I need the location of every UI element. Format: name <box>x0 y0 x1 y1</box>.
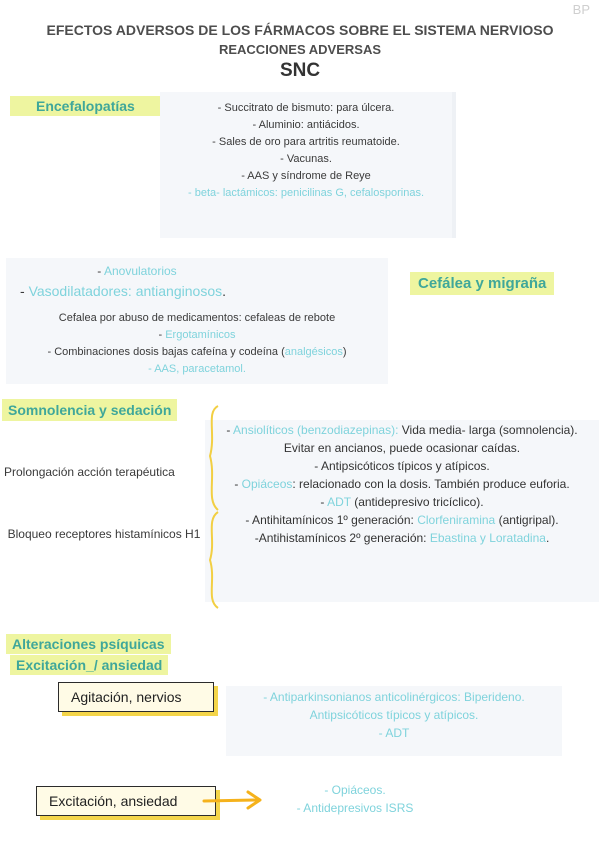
cefalea-line: - Vasodilatadores: antianginosos. <box>20 283 226 299</box>
cefalea-line: - Ergotamínicos <box>158 329 236 341</box>
somnolencia-block <box>214 421 590 547</box>
encefalopatias-item: - AAS y síndrome de Reye <box>241 170 371 182</box>
cefalea-line: - AAS, paracetamol. <box>148 363 246 375</box>
arrow-right-icon <box>200 788 270 812</box>
section-title: SNC <box>279 60 321 81</box>
somnolencia-heading: Somnolencia y sedación <box>2 399 177 421</box>
agitacion-box: Agitación, nervios <box>58 682 214 712</box>
encefalopatias-item: - Succitrato de bismuto: para úlcera. <box>217 102 395 114</box>
encefalopatias-card <box>160 92 452 238</box>
excitacion-item: - Antidepresivos ISRS <box>296 801 414 815</box>
cefalea-heading: Cefálea y migraña <box>410 272 554 295</box>
somnolencia-label-1: Prolongación acción terapéutica <box>4 465 175 479</box>
encefalopatias-item: - Aluminio: antiácidos. <box>252 119 360 131</box>
page-subtitle: REACCIONES ADVERSAS <box>218 42 382 57</box>
encefalopatias-heading: Encefalopatías <box>10 96 161 116</box>
somnolencia-item: - Ansiolíticos (benzodiazepinas): Vida media- larga (somnolencia). Evitar en ancianos, puede ocasionar caídas. <box>226 423 578 455</box>
excitacion-list <box>270 781 440 817</box>
encefalopatias-item: - Vacunas. <box>280 153 332 165</box>
watermark: BP <box>572 2 590 17</box>
cefalea-line: Cefalea por abuso de medicamentos: cefaleas de rebote <box>58 312 336 324</box>
agitacion-item: - ADT <box>378 726 410 740</box>
somnolencia-item: - Opiáceos: relacionado con la dosis. También produce euforia. <box>234 477 570 491</box>
alteraciones-heading: Alteraciones psíquicas <box>6 634 171 654</box>
agitacion-item: - Antiparkinsonianos anticolinérgicos: Biperideno. <box>263 690 525 704</box>
agitacion-item: Antipsicóticos típicos y atípicos. <box>309 708 479 722</box>
agitacion-card <box>226 686 562 756</box>
encefalopatias-item: - beta- lactámicos: penicilinas G, cefalosporinas. <box>188 187 424 199</box>
page-title: EFECTOS ADVERSOS DE LOS FÁRMACOS SOBRE EL SISTEMA NERVIOSO <box>46 22 554 38</box>
cefalea-block <box>6 310 388 378</box>
excitacion-box: Excitación, ansiedad <box>36 786 216 816</box>
somnolencia-label-2: Bloqueo receptores histamínicos H1 <box>7 527 201 541</box>
cefalea-line: - Combinaciones dosis bajas cafeína y codeína (analgésicos) <box>47 346 347 358</box>
somnolencia-item: - Antihitamínicos 1º generación: Clorfeniramina (antigripal). <box>245 513 559 527</box>
excitacion-item: - Opiáceos. <box>324 783 386 797</box>
encefalopatias-item: - Sales de oro para artritis reumatoide. <box>212 136 400 148</box>
cefalea-line: - Anovulatorios <box>97 264 177 278</box>
excitacion-heading: Excitación_/ ansiedad <box>10 655 168 675</box>
somnolencia-item: - Antipsicóticos típicos y atípicos. <box>314 459 490 473</box>
somnolencia-item: - ADT (antidepresivo tricíclico). <box>320 495 484 509</box>
somnolencia-item: -Antihistamínicos 2º generación: Ebastina y Loratadina. <box>254 531 550 545</box>
